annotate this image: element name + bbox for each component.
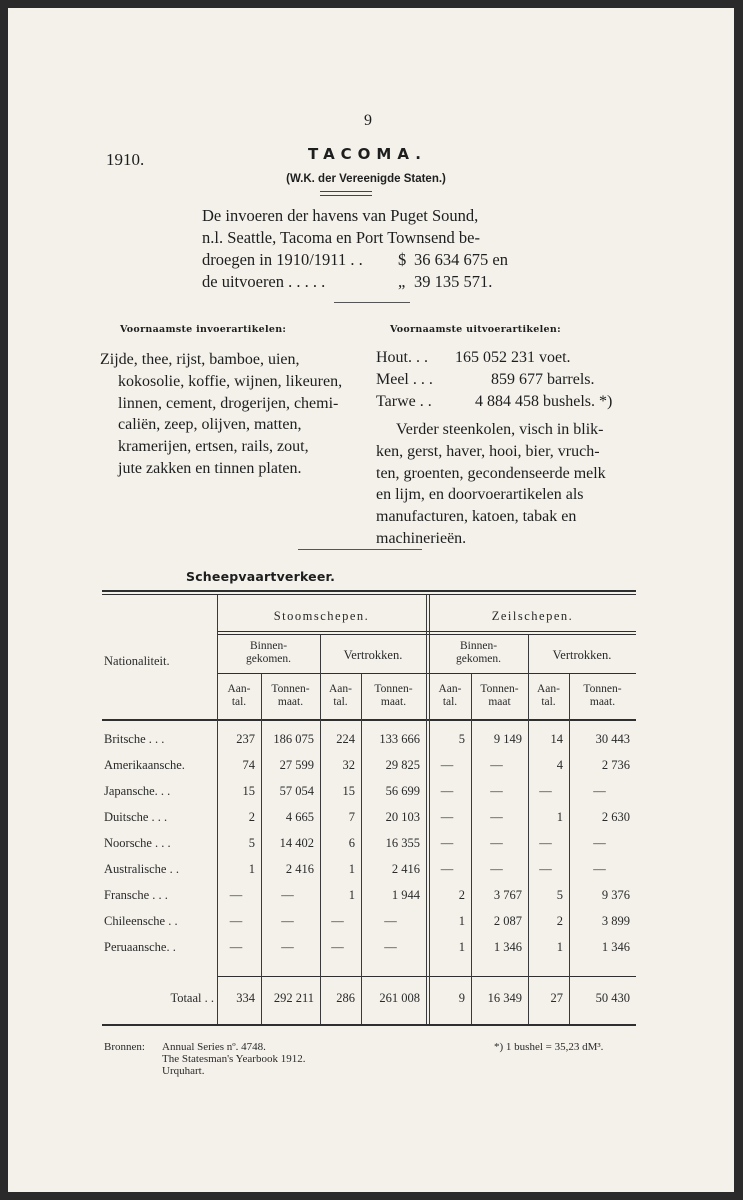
table-cell: 15 <box>242 784 255 798</box>
imports-line: linnen, cement, drogerijen, chemi- <box>118 394 339 412</box>
table-cell: 1 <box>556 810 563 824</box>
table-cell: 186 075 <box>273 732 314 746</box>
table-cell: 1 <box>348 862 355 876</box>
exports-line: manufacturen, katoen, tabak en <box>376 508 577 526</box>
exports-heading: Voornaamste uitvoerartikelen: <box>390 324 561 335</box>
table-cell: — <box>490 810 503 824</box>
source-item: Annual Series nº. 4748. <box>162 1041 266 1053</box>
source-item: The Statesman's Yearbook 1912. <box>162 1053 306 1065</box>
row-nationality: Fransche . . . <box>104 888 168 902</box>
table-cell: — <box>281 940 294 954</box>
table-cell: 1 <box>458 940 465 954</box>
table-cell: — <box>490 758 503 772</box>
imports-list <box>100 349 342 480</box>
table-cell: 133 666 <box>379 732 420 746</box>
table-cell: — <box>593 862 606 876</box>
table-rule <box>102 1024 636 1026</box>
table-cell: — <box>384 940 397 954</box>
table-cell: — <box>539 784 552 798</box>
table-cell: — <box>539 862 552 876</box>
table-cell: 14 402 <box>279 836 314 850</box>
intro-line: n.l. Seattle, Tacoma en Port Townsend be- <box>202 228 480 247</box>
table-cell: 14 <box>550 732 563 746</box>
sub-header-arrived: Binnen- gekomen. <box>455 640 502 665</box>
row-nationality: Amerikaansche. <box>104 758 185 772</box>
export-item-value: 165 052 231 voet. <box>455 349 571 366</box>
col-header-count: Aan- tal. <box>438 683 462 708</box>
document-page <box>8 8 734 1192</box>
table-cell: — <box>229 940 243 954</box>
table-cell: — <box>539 836 552 850</box>
table-cell: — <box>229 888 243 902</box>
table-cell: 1 346 <box>493 940 522 954</box>
table-cell: — <box>593 784 606 798</box>
row-nationality: Duitsche . . . <box>104 810 168 824</box>
table-cell: — <box>281 914 294 928</box>
exports-line: ken, gerst, haver, hooi, bier, vruch- <box>376 442 600 460</box>
sources-label: Bronnen: <box>104 1041 145 1053</box>
col-header-count: Aan- tal. <box>329 683 352 708</box>
total-cell: 16 349 <box>487 991 522 1005</box>
table-cell: 1 <box>348 888 355 902</box>
intro-line: De invoeren der havens van Puget Sound, <box>202 206 479 225</box>
table-cell: — <box>229 914 243 928</box>
table-cell: 27 599 <box>279 758 314 772</box>
table-cell: 2 <box>458 888 465 902</box>
imports-heading: Voornaamste invoerartikelen: <box>120 324 287 335</box>
intro-paragraph <box>202 205 542 293</box>
export-value: 39 135 571. <box>414 272 493 291</box>
exports-line: en lijm, en doorvoerartikelen als <box>376 486 584 504</box>
total-cell: 334 <box>236 991 255 1005</box>
total-cell: 9 <box>458 991 465 1005</box>
currency-sign: $ <box>398 250 407 269</box>
table-cell: 2 416 <box>285 862 314 876</box>
imports-line: caliën, zeep, olijven, matten, <box>118 416 302 434</box>
divider <box>298 549 422 550</box>
table-cell: 3 767 <box>493 888 522 902</box>
table-cell: 56 699 <box>385 784 420 798</box>
row-nationality: Peruaansche. . <box>104 940 176 954</box>
imports-line: jute zakken en tinnen platen. <box>118 459 302 477</box>
table-cell: 9 376 <box>601 888 630 902</box>
table-cell: 224 <box>336 732 355 746</box>
table-cell: 20 103 <box>385 810 420 824</box>
row-nationality: Australische . . <box>104 862 179 876</box>
divider <box>334 302 410 303</box>
export-item-name: Tarwe . . <box>376 393 432 410</box>
shipping-heading: Scheepvaartverkeer. <box>186 569 336 584</box>
table-cell: — <box>440 810 454 824</box>
total-cell: 286 <box>336 991 355 1005</box>
table-cell: 30 443 <box>595 732 630 746</box>
table-cell: — <box>331 914 344 928</box>
table-cell: 7 <box>348 810 355 824</box>
table-cell: 237 <box>236 732 255 746</box>
table-cell: 32 <box>342 758 355 772</box>
table-cell: — <box>593 836 606 850</box>
table-cell: 4 <box>556 758 563 772</box>
table-rule <box>102 594 636 595</box>
report-year: 1910. <box>106 150 145 169</box>
sub-header-departed: Vertrokken. <box>343 648 403 662</box>
imports-line: kokosolie, koffie, wijnen, likeuren, <box>118 372 343 390</box>
col-header-count: Aan- tal. <box>537 683 560 708</box>
page-title: TACOMA. <box>308 145 427 163</box>
import-value: 36 634 675 en <box>414 250 508 269</box>
table-cell: 15 <box>342 784 355 798</box>
col-header-count: Aan- tal. <box>227 683 251 708</box>
table-cell: — <box>281 888 294 902</box>
table-cell: 2 736 <box>601 758 630 772</box>
imports-line: kramerijen, ertsen, rails, zout, <box>118 438 309 456</box>
table-cell: 9 149 <box>493 732 522 746</box>
sub-header-departed: Vertrokken. <box>552 648 612 662</box>
table-cell: 5 <box>458 732 465 746</box>
exports-line: machinerieën. <box>376 529 467 547</box>
col-header-tonnage: Tonnen- maat. <box>583 683 622 708</box>
table-cell: 1 <box>248 862 255 876</box>
source-item: Urquhart. <box>162 1065 205 1077</box>
imports-line: Zijde, thee, rijst, bamboe, uien, <box>100 351 300 368</box>
table-cell: 16 355 <box>385 836 420 850</box>
table-cell: 5 <box>248 836 255 850</box>
table-cell: 1 <box>458 914 465 928</box>
page-number: 9 <box>364 112 372 129</box>
row-nationality: Japansche. . . <box>104 784 171 798</box>
page-subtitle: (W.K. der Vereenigde Staten.) <box>286 173 446 185</box>
table-cell: 2 416 <box>391 862 420 876</box>
table-col-rule <box>426 595 427 1024</box>
table-cell: — <box>440 862 454 876</box>
table-rule <box>102 590 636 592</box>
row-nationality: Britsche . . . <box>104 732 165 746</box>
export-item-name: Hout. . . <box>376 349 428 366</box>
total-cell: 50 430 <box>595 991 630 1005</box>
table-cell: — <box>490 784 503 798</box>
intro-line: de uitvoeren . . . . . <box>202 272 326 291</box>
table-cell: 2 087 <box>493 914 522 928</box>
table-cell: — <box>440 784 454 798</box>
total-cell: 261 008 <box>379 991 420 1005</box>
sub-header-arrived: Binnen- gekomen. <box>245 640 292 665</box>
group-header-steam: Stoomschepen. <box>273 609 370 623</box>
table-cell: — <box>440 836 454 850</box>
table-cell: — <box>490 862 503 876</box>
table-cell: — <box>331 940 344 954</box>
export-item-name: Meel . . . <box>376 371 433 388</box>
exports-line: Verder steenkolen, visch in blik- <box>396 421 604 438</box>
table-cell: 2 630 <box>601 810 630 824</box>
table-cell: 29 825 <box>385 758 420 772</box>
table-rule <box>102 719 636 721</box>
currency-sign: „ <box>398 272 406 291</box>
table-cell: 4 665 <box>285 810 314 824</box>
col-header-tonnage: Tonnen- maat <box>480 683 519 708</box>
exports-other <box>376 419 606 550</box>
table-cell: 74 <box>242 758 255 772</box>
col-header-tonnage: Tonnen- maat. <box>271 683 310 708</box>
row-nationality: Chileensche . . <box>104 914 178 928</box>
col-header-tonnage: Tonnen- maat. <box>374 683 413 708</box>
table-cell: 3 899 <box>601 914 630 928</box>
table-cell: 2 <box>248 810 255 824</box>
title-double-rule <box>320 191 372 196</box>
export-item-value: 859 677 barrels. <box>491 371 595 388</box>
footnote: *) 1 bushel = 35,23 dM³. <box>494 1041 604 1053</box>
table-cell: 6 <box>348 836 355 850</box>
table-cell: 1 346 <box>601 940 630 954</box>
export-item-value: 4 884 458 bushels. *) <box>475 393 613 410</box>
total-cell: 292 211 <box>273 991 314 1005</box>
table-cell: — <box>490 836 503 850</box>
group-header-sail: Zeilschepen. <box>491 609 574 623</box>
col-header-nationality: Nationaliteit. <box>104 654 170 668</box>
table-cell: 1 944 <box>391 888 420 902</box>
table-cell: 57 054 <box>279 784 314 798</box>
table-cell: 1 <box>556 940 563 954</box>
intro-line: droegen in 1910/1911 . . <box>202 250 363 269</box>
shipping-table <box>102 590 636 1026</box>
exports-line: ten, groenten, gecondenseerde melk <box>376 464 606 482</box>
table-cell: — <box>440 758 454 772</box>
total-cell: 27 <box>550 991 563 1005</box>
table-cell: — <box>384 914 397 928</box>
table-cell: 2 <box>556 914 563 928</box>
row-nationality: Noorsche . . . <box>104 836 171 850</box>
table-cell: 5 <box>556 888 563 902</box>
total-label: Totaal . . <box>170 991 214 1005</box>
